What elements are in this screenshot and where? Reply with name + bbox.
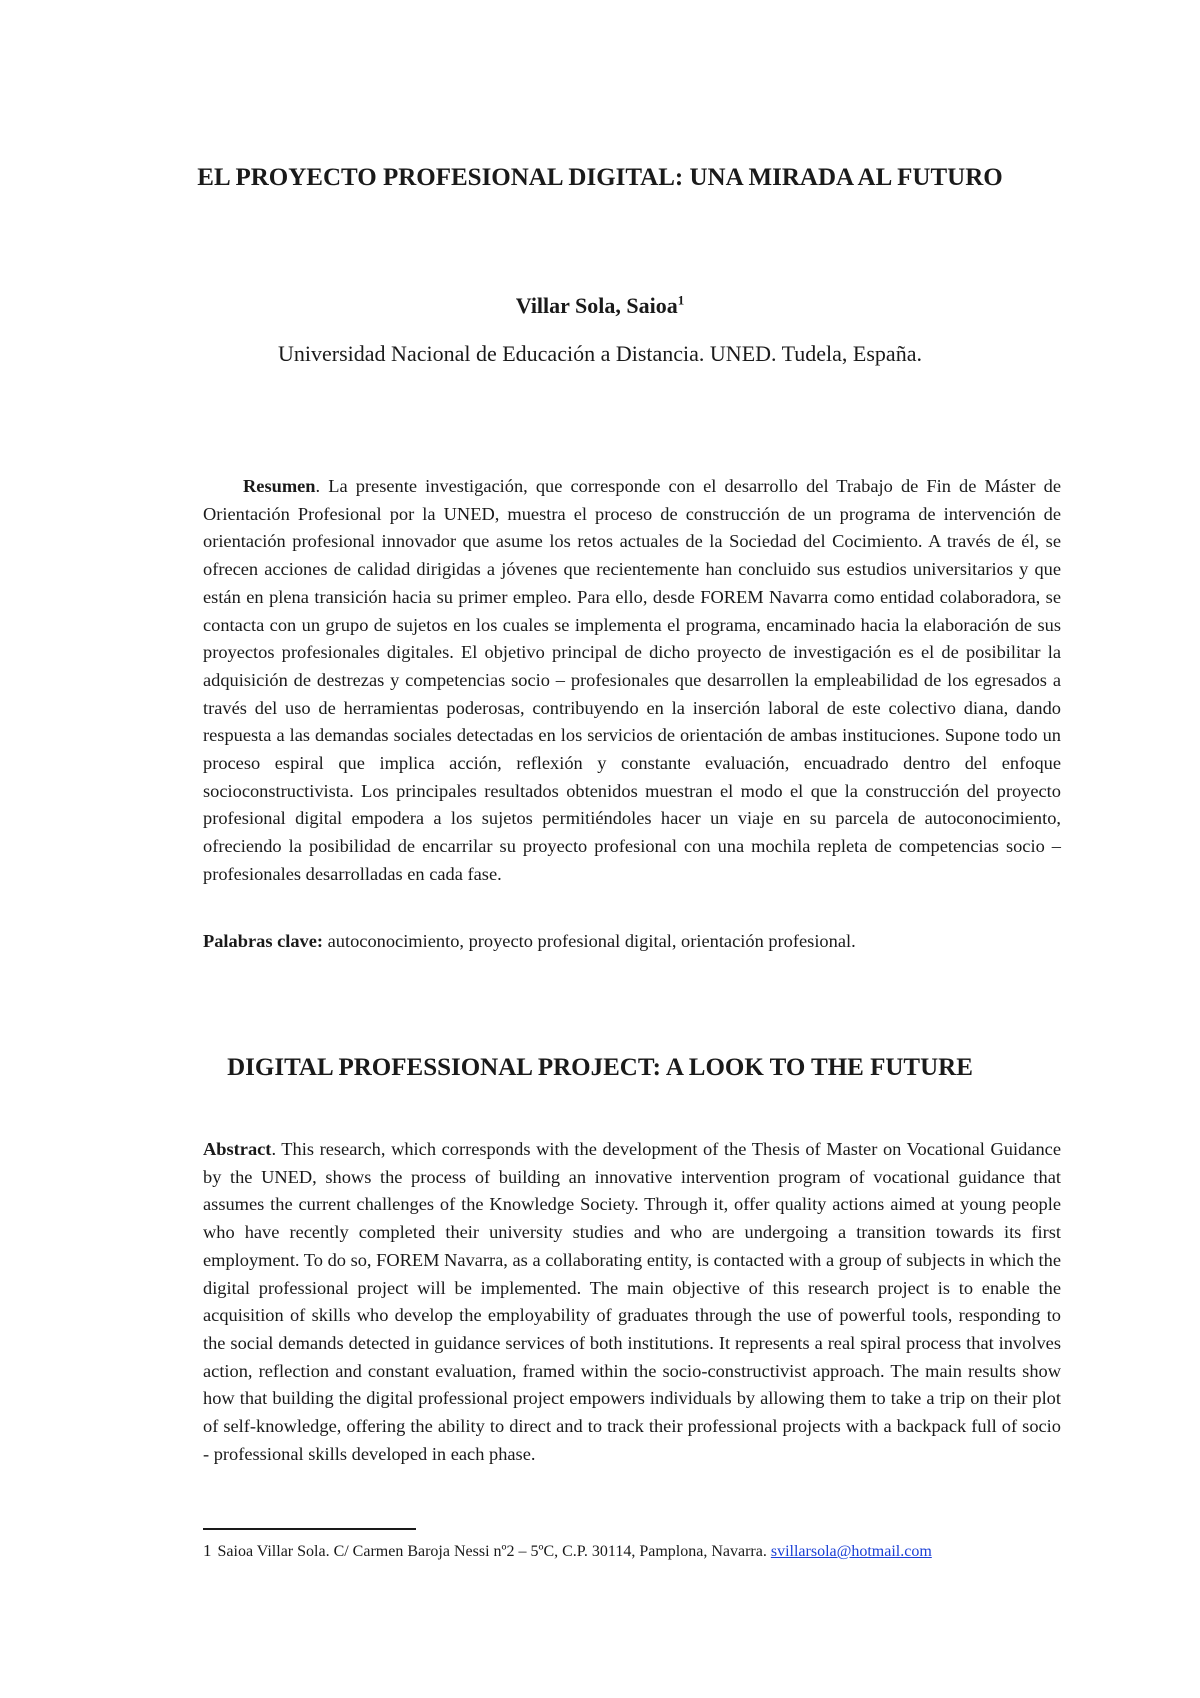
keywords-text: autoconocimiento, proyecto profesional digital, orientación profesional. xyxy=(323,931,856,951)
footnote xyxy=(203,1540,1103,1563)
footnote-email-link[interactable]: svillarsola@hotmail.com xyxy=(770,1543,932,1560)
author-footnote-mark[interactable]: 1 xyxy=(677,292,685,308)
abstract-text: . This research, which corresponds with the development of the Thesis of Master on Vocational Guidance by the UNED, shows the process of building an innovative intervention program of vocational guidance that assumes the current challenges of the Knowledge Society. Through it, offer quality actions aimed at young people who have recently completed their university studies and who are undergoing a transition towards its first employment. To do so, FOREM Navarra, as a collaborating entity, is contacted with a group of subjects in which the digital professional project will be implemented. The main objective of this research project is to enable the acquisition of skills who develop the employability of graduates through the use of powerful tools, responding to the social demands detected in guidance services of both institutions. It represents a real spiral process that involves action, reflection and constant evaluation, framed within the socio-constructivist approach. The main results show how that building the digital professional project empowers individuals by allowing them to take a trip on their plot of self-knowledge, offering the ability to direct and to track their professional projects with a backpack full of socio - professional skills developed in each phase. xyxy=(203,1139,1061,1464)
resumen-paragraph xyxy=(203,473,1061,889)
author-affiliation: Universidad Nacional de Educación a Distancia. UNED. Tudela, España. xyxy=(278,341,922,366)
author-name-text: Villar Sola, Saioa xyxy=(515,293,678,318)
footnote-mark: 1 xyxy=(203,1541,212,1560)
resumen-text: . La presente investigación, que corresponde con el desarrollo del Trabajo de Fin de Máster de Orientación Profesional por la UNED, muestra el proceso de construcción de un programa de intervención de orientación profesional innovador que asume los retos actuales de la Sociedad del Cocimiento. A través de él, se ofrecen acciones de calidad dirigidas a jóvenes que recientemente han concluido sus estudios universitarios y que están en plena transición hacia su primer empleo. Para ello, desde FOREM Navarra como entidad colaboradora, se contacta con un grupo de sujetos en los cuales se implementa el programa, encaminado hacia la elaboración de sus proyectos profesionales digitales. El objetivo principal de dicho proyecto de investigación es el de posibilitar la adquisición de destrezas y competencias socio – profesionales que desarrollen la empleabilidad de los egresados a través del uso de herramientas poderosas, contribuyendo en la inserción laboral de este colectivo diana, dando respuesta a las demandas sociales detectadas en los servicios de orientación de ambas instituciones. Supone todo un proceso espiral que implica acción, reflexión y constante evaluación, encuadrado dentro del enfoque socioconstructivista. Los principales resultados obtenidos muestran el modo el que la construcción del proyecto profesional digital empodera a los sujetos permitiéndoles hacer un viaje en su parcela de autoconocimiento, ofreciendo la posibilidad de encarrilar su proyecto profesional con una mochila repleta de competencias socio – profesionales desarrolladas en cada fase. xyxy=(203,476,1061,884)
footnote-divider xyxy=(203,1528,416,1530)
author-name xyxy=(150,292,1050,320)
resumen-label: Resumen xyxy=(243,476,316,496)
abstract-label: Abstract xyxy=(203,1139,272,1159)
title-spanish: EL PROYECTO PROFESIONAL DIGITAL: UNA MIRADA AL FUTURO xyxy=(197,164,1003,191)
keywords-label: Palabras clave: xyxy=(203,931,324,951)
abstract-paragraph xyxy=(203,1136,1061,1468)
footnote-text: Saioa Villar Sola. C/ Carmen Baroja Nessi nº2 – 5ºC, C.P. 30114, Pamplona, Navarra. xyxy=(213,1543,771,1560)
keywords-paragraph xyxy=(203,928,1061,956)
title-english: DIGITAL PROFESSIONAL PROJECT: A LOOK TO THE FUTURE xyxy=(227,1054,973,1081)
